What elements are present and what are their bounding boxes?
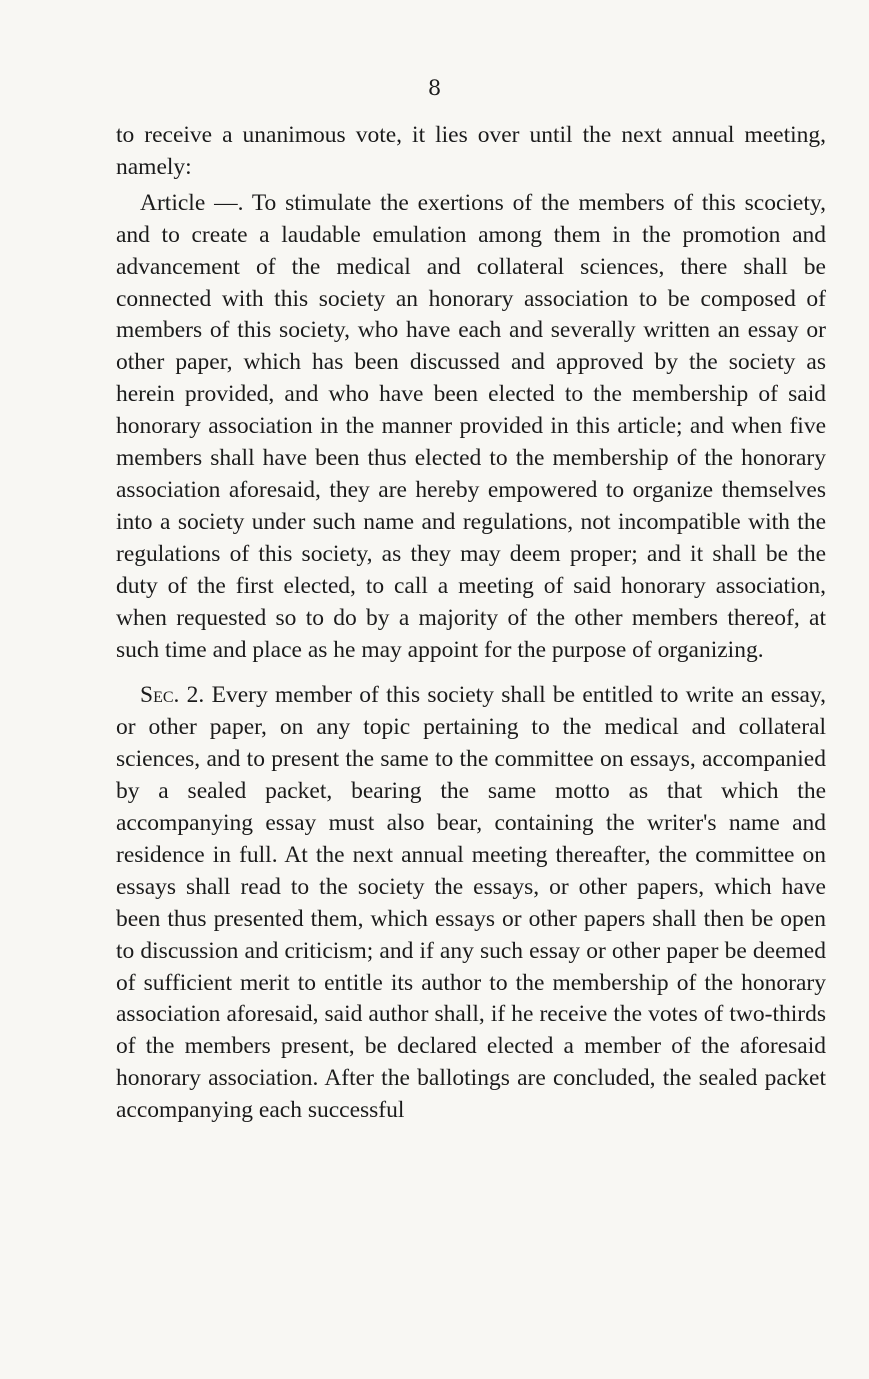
section-body: Every member of this society shall be entitled to write an essay, or other paper, on any topic pertaining to the medical and collateral sciences, and to present the same to the committee on essays, accompanied by a sealed packet, bearing the same motto as that which the accompanying essay must also bear, containing the writer's name and residence in full. At the next annual meeting thereafter, the committee on essays shall read to the society the essays, or other papers, which have been thus presented them, which essays or other papers shall then be open to discussion and criticism; and if any such essay or other paper be deemed of sufficient merit to entitle its author to the membership of the honorary association aforesaid, said author shall, if he receive the votes of two-thirds of the members present, be declared elected a member of the aforesaid honorary association. After the ballotings are concluded, the sealed packet accompanying each successful <box>116 682 826 1124</box>
section-label: Sec. 2. <box>140 682 205 709</box>
section-2-paragraph <box>116 680 826 1127</box>
body-text <box>116 120 826 1127</box>
continuation-paragraph: to receive a unanimous vote, it lies over until the next annual meeting, namely: <box>116 122 826 180</box>
article-paragraph: Article —. To stimulate the exertions of the members of this scociety, and to create a laudable emulation among them in the promotion and advancement of the medical and collateral sciences, there shall be connected with this society an honorary association to be composed of members of this society, who have each and severally written an essay or other paper, which has been discussed and approved by the society as herein provided, and who have been elected to the membership of said honorary association in the manner provided in this article; and when five members shall have been thus elected to the membership of the honorary association aforesaid, they are hereby empowered to organize themselves into a society under such name and regulations, not incompatible with the regulations of this society, as they may deem proper; and it shall be the duty of the first elected, to call a meeting of said honorary association, when requested so to do by a majority of the other members thereof, at such time and place as he may appoint for the purpose of organizing. <box>116 189 826 663</box>
page-number: 8 <box>427 76 442 100</box>
